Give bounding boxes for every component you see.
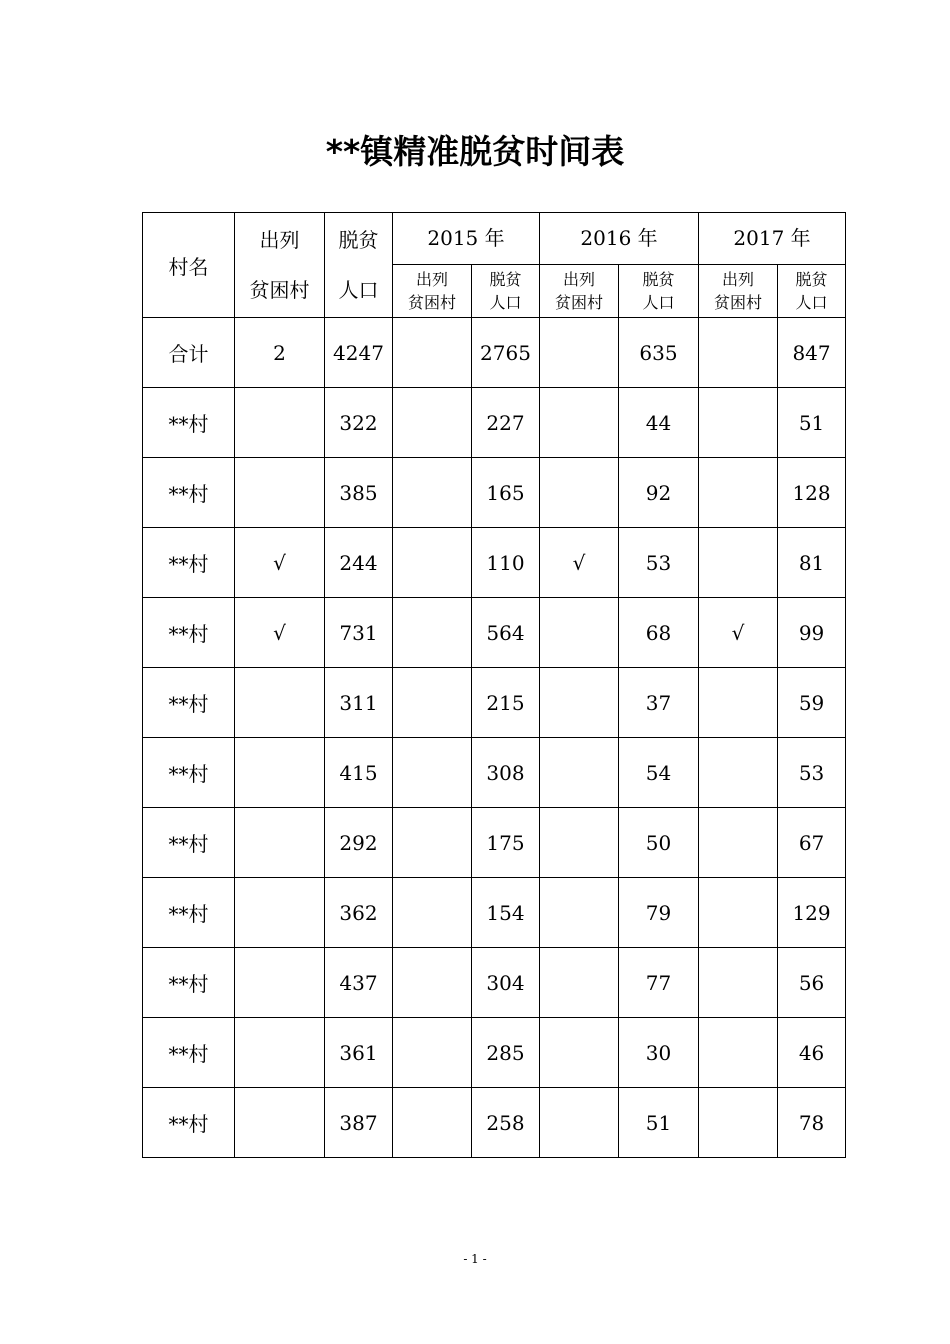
cell-out2015 — [393, 808, 472, 878]
cell-out2017 — [699, 318, 778, 388]
cell-name: **村 — [143, 878, 235, 948]
cell-out — [235, 388, 325, 458]
cell-out: √ — [235, 598, 325, 668]
subheader-out-2017: 出列 贫困村 — [699, 265, 778, 318]
cell-name: **村 — [143, 598, 235, 668]
cell-out2017 — [699, 668, 778, 738]
subheader-pop-2015: 脱贫 人口 — [472, 265, 540, 318]
cell-pop2015: 285 — [472, 1018, 540, 1088]
cell-pop2016: 44 — [619, 388, 699, 458]
header-village: 村名 — [143, 213, 235, 318]
table-row — [143, 1088, 846, 1158]
cell-out2016 — [540, 808, 619, 878]
cell-out2016 — [540, 598, 619, 668]
cell-pop2017: 78 — [778, 1088, 846, 1158]
cell-pop2015: 564 — [472, 598, 540, 668]
cell-pop: 361 — [325, 1018, 393, 1088]
cell-pop2015: 154 — [472, 878, 540, 948]
cell-name: **村 — [143, 948, 235, 1018]
cell-out2016 — [540, 318, 619, 388]
cell-name: **村 — [143, 668, 235, 738]
poverty-schedule-table — [142, 212, 846, 1158]
cell-pop2016: 54 — [619, 738, 699, 808]
cell-pop: 311 — [325, 668, 393, 738]
cell-pop2017: 51 — [778, 388, 846, 458]
page-title: **镇精准脱贫时间表 — [325, 132, 625, 171]
subheader-pop-2017: 脱贫 人口 — [778, 265, 846, 318]
cell-name: **村 — [143, 808, 235, 878]
cell-out2015 — [393, 388, 472, 458]
cell-name: **村 — [143, 528, 235, 598]
cell-pop2016: 50 — [619, 808, 699, 878]
cell-out: √ — [235, 528, 325, 598]
cell-out2016: √ — [540, 528, 619, 598]
cell-pop: 362 — [325, 878, 393, 948]
cell-pop2017: 128 — [778, 458, 846, 528]
subheader-out-2015: 出列 贫困村 — [393, 265, 472, 318]
header-year-2017: 2017 年 — [699, 213, 846, 265]
cell-name: **村 — [143, 1018, 235, 1088]
cell-out — [235, 948, 325, 1018]
cell-pop2017: 59 — [778, 668, 846, 738]
cell-pop: 415 — [325, 738, 393, 808]
cell-out2017 — [699, 738, 778, 808]
cell-pop2015: 227 — [472, 388, 540, 458]
page-number: - 1 - — [463, 1252, 487, 1266]
subheader-pop-2016: 脱贫 人口 — [619, 265, 699, 318]
cell-out2016 — [540, 878, 619, 948]
cell-pop2015: 258 — [472, 1088, 540, 1158]
cell-out2016 — [540, 388, 619, 458]
cell-pop2017: 99 — [778, 598, 846, 668]
cell-pop2016: 53 — [619, 528, 699, 598]
cell-pop2017: 81 — [778, 528, 846, 598]
table-row — [143, 528, 846, 598]
cell-pop2017: 46 — [778, 1018, 846, 1088]
cell-out — [235, 458, 325, 528]
cell-pop2015: 304 — [472, 948, 540, 1018]
cell-pop2015: 215 — [472, 668, 540, 738]
cell-name: **村 — [143, 738, 235, 808]
cell-pop2017: 129 — [778, 878, 846, 948]
cell-pop2016: 77 — [619, 948, 699, 1018]
cell-out2017 — [699, 458, 778, 528]
cell-pop: 437 — [325, 948, 393, 1018]
cell-out2016 — [540, 1018, 619, 1088]
cell-pop2016: 92 — [619, 458, 699, 528]
cell-out — [235, 1088, 325, 1158]
cell-pop: 385 — [325, 458, 393, 528]
cell-pop2015: 110 — [472, 528, 540, 598]
cell-pop2016: 79 — [619, 878, 699, 948]
cell-name: **村 — [143, 388, 235, 458]
cell-pop2017: 56 — [778, 948, 846, 1018]
cell-out2017 — [699, 878, 778, 948]
cell-out2015 — [393, 598, 472, 668]
cell-out2017 — [699, 1088, 778, 1158]
cell-pop2015: 308 — [472, 738, 540, 808]
cell-name: 合计 — [143, 318, 235, 388]
cell-out2017 — [699, 948, 778, 1018]
cell-pop2017: 67 — [778, 808, 846, 878]
cell-pop: 322 — [325, 388, 393, 458]
header-year-2016: 2016 年 — [540, 213, 699, 265]
cell-out2015 — [393, 668, 472, 738]
header-out-village: 出列 贫困村 — [235, 213, 325, 318]
table-row — [143, 458, 846, 528]
cell-out2015 — [393, 878, 472, 948]
cell-pop2016: 635 — [619, 318, 699, 388]
cell-pop: 4247 — [325, 318, 393, 388]
table-row — [143, 738, 846, 808]
header-year-2015: 2015 年 — [393, 213, 540, 265]
cell-pop2016: 30 — [619, 1018, 699, 1088]
cell-pop: 244 — [325, 528, 393, 598]
cell-out2015 — [393, 1018, 472, 1088]
cell-out2016 — [540, 668, 619, 738]
cell-pop: 731 — [325, 598, 393, 668]
cell-pop: 387 — [325, 1088, 393, 1158]
table-row — [143, 1018, 846, 1088]
cell-pop2016: 68 — [619, 598, 699, 668]
table-row — [143, 808, 846, 878]
cell-pop: 292 — [325, 808, 393, 878]
cell-name: **村 — [143, 458, 235, 528]
cell-out2015 — [393, 458, 472, 528]
table-row — [143, 878, 846, 948]
table-row — [143, 318, 846, 388]
cell-out2016 — [540, 458, 619, 528]
cell-out2016 — [540, 1088, 619, 1158]
cell-out2015 — [393, 318, 472, 388]
cell-pop2016: 37 — [619, 668, 699, 738]
cell-out2015 — [393, 528, 472, 598]
table-row — [143, 668, 846, 738]
cell-pop2017: 847 — [778, 318, 846, 388]
cell-out2017 — [699, 1018, 778, 1088]
cell-pop2015: 2765 — [472, 318, 540, 388]
header-population: 脱贫 人口 — [325, 213, 393, 318]
table-row — [143, 598, 846, 668]
cell-out2017 — [699, 528, 778, 598]
cell-name: **村 — [143, 1088, 235, 1158]
cell-out — [235, 808, 325, 878]
table-row — [143, 388, 846, 458]
subheader-out-2016: 出列 贫困村 — [540, 265, 619, 318]
cell-out2015 — [393, 738, 472, 808]
cell-out2017: √ — [699, 598, 778, 668]
cell-out2017 — [699, 388, 778, 458]
cell-out — [235, 668, 325, 738]
cell-out — [235, 1018, 325, 1088]
cell-pop2017: 53 — [778, 738, 846, 808]
cell-out — [235, 878, 325, 948]
table-row — [143, 948, 846, 1018]
cell-out: 2 — [235, 318, 325, 388]
cell-out2016 — [540, 738, 619, 808]
cell-out — [235, 738, 325, 808]
cell-out2017 — [699, 808, 778, 878]
cell-out2015 — [393, 948, 472, 1018]
cell-pop2015: 165 — [472, 458, 540, 528]
cell-out2016 — [540, 948, 619, 1018]
cell-out2015 — [393, 1088, 472, 1158]
cell-pop2015: 175 — [472, 808, 540, 878]
cell-pop2016: 51 — [619, 1088, 699, 1158]
